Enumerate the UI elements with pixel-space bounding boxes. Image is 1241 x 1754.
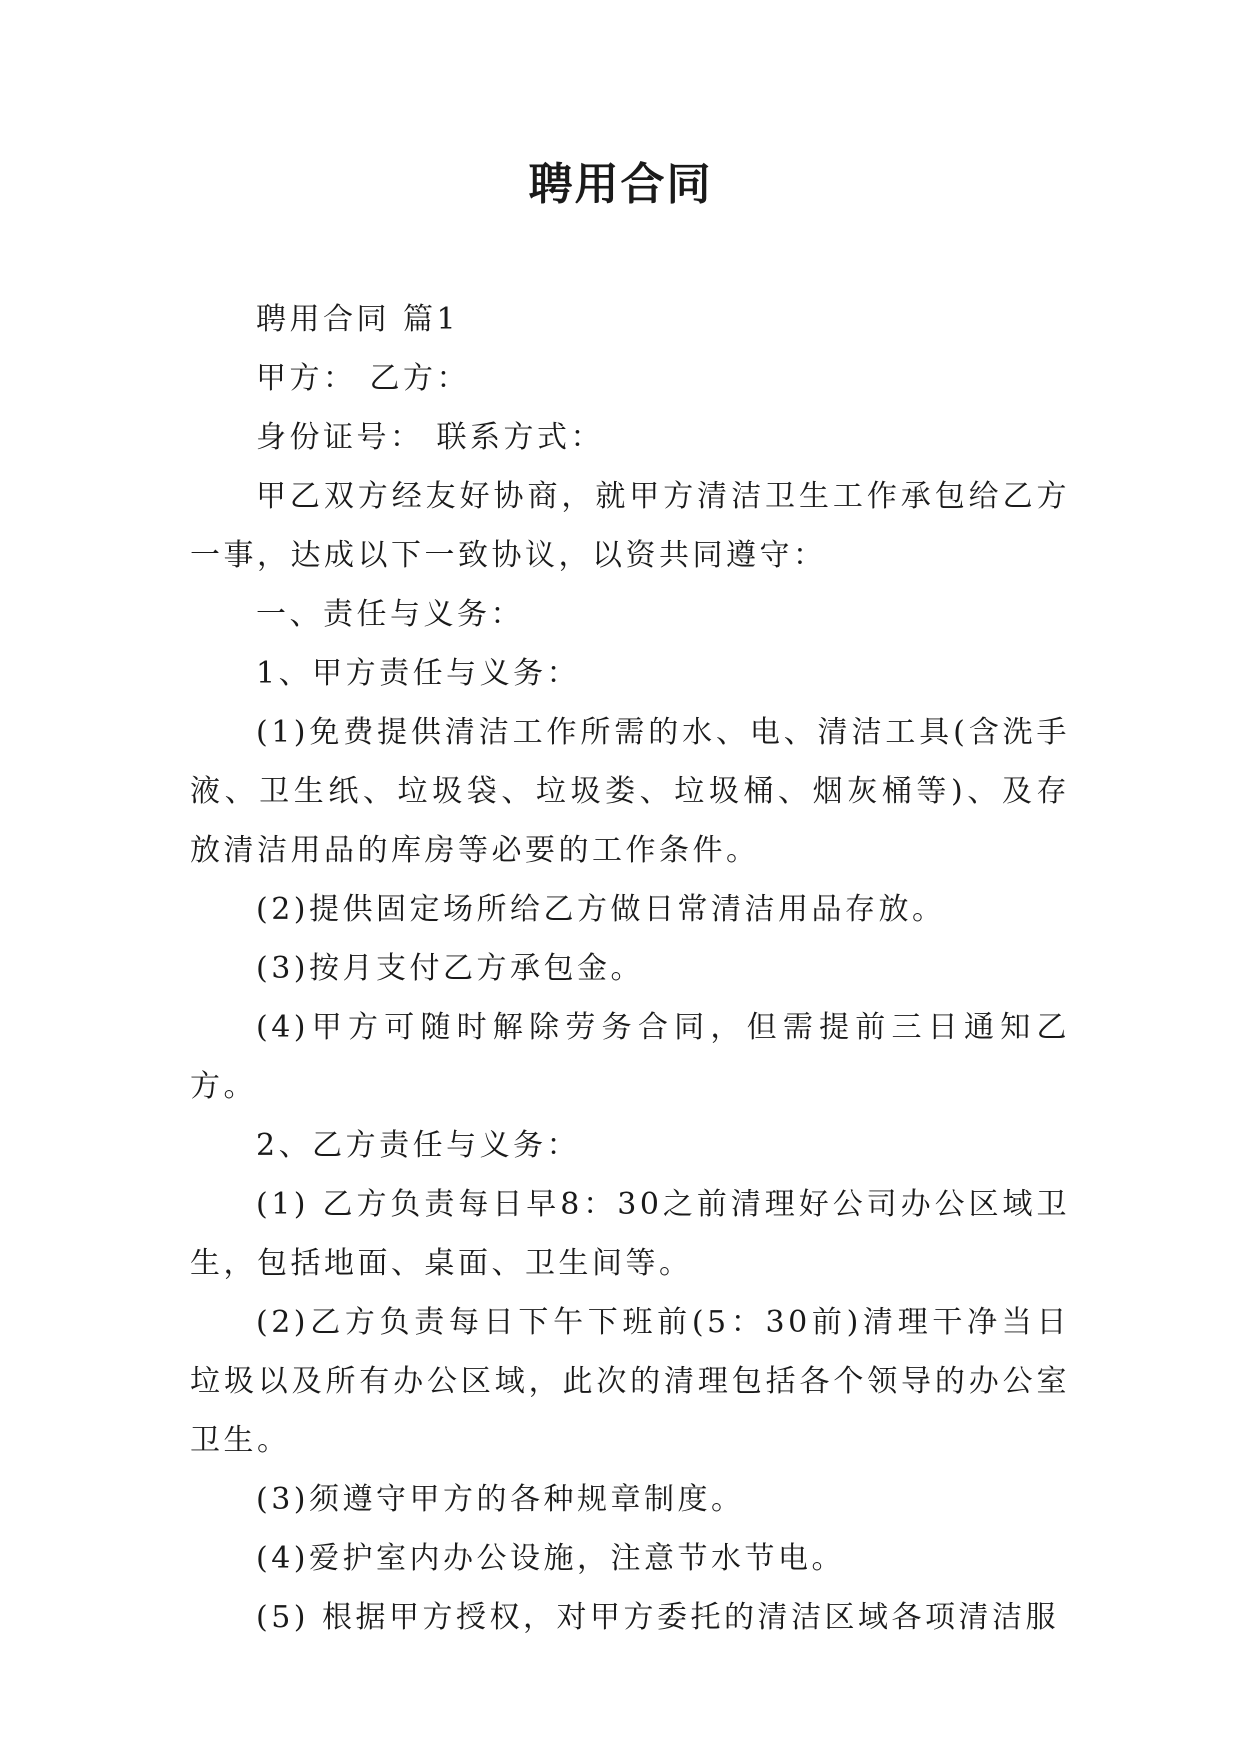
paragraph-id-contact: 身份证号： 联系方式： [256,420,605,455]
document-body [190,290,1070,1647]
paragraph-party-b-duties: 2、乙方责任与义务： [256,1128,581,1163]
paragraph-b-item-4: (4)爱护室内办公设施，注意节水节电。 [256,1541,845,1576]
paragraph-intro: 甲乙双方经友好协商，就甲方清洁卫生工作承包给乙方一事，达成以下一致协议，以资共同遵守： [190,479,1070,573]
paragraph-b-item-5: (5) 根据甲方授权，对甲方委托的清洁区域各项清洁服 [256,1600,1060,1635]
paragraph-b-item-2: (2)乙方负责每日下午下班前(5：30前)清理干净当日垃圾以及所有办公区域，此次的清理包括各个领导的办公室卫生。 [190,1305,1070,1458]
paragraph-party-a-duties: 1、甲方责任与义务： [256,656,581,691]
paragraph-a-item-3: (3)按月支付乙方承包金。 [256,951,644,986]
document-title: 聘用合同 [528,159,713,210]
paragraph-b-item-3: (3)须遵守甲方的各种规章制度。 [256,1482,745,1517]
paragraph-a-item-1: (1)免费提供清洁工作所需的水、电、清洁工具(含洗手液、卫生纸、垃圾袋、垃圾娄、垃圾桶、烟灰桶等)、及存放清洁用品的库房等必要的工作条件。 [190,715,1070,868]
paragraph-a-item-4: (4)甲方可随时解除劳务合同，但需提前三日通知乙方。 [190,1010,1070,1104]
paragraph-section-1: 一、责任与义务： [256,597,524,632]
paragraph-parties: 甲方： 乙方： [256,361,471,396]
paragraph-heading: 聘用合同 篇1 [256,302,460,337]
paragraph-b-item-1: (1) 乙方负责每日早8：30之前清理好公司办公区域卫生，包括地面、桌面、卫生间等。 [190,1187,1070,1281]
paragraph-a-item-2: (2)提供固定场所给乙方做日常清洁用品存放。 [256,892,946,927]
